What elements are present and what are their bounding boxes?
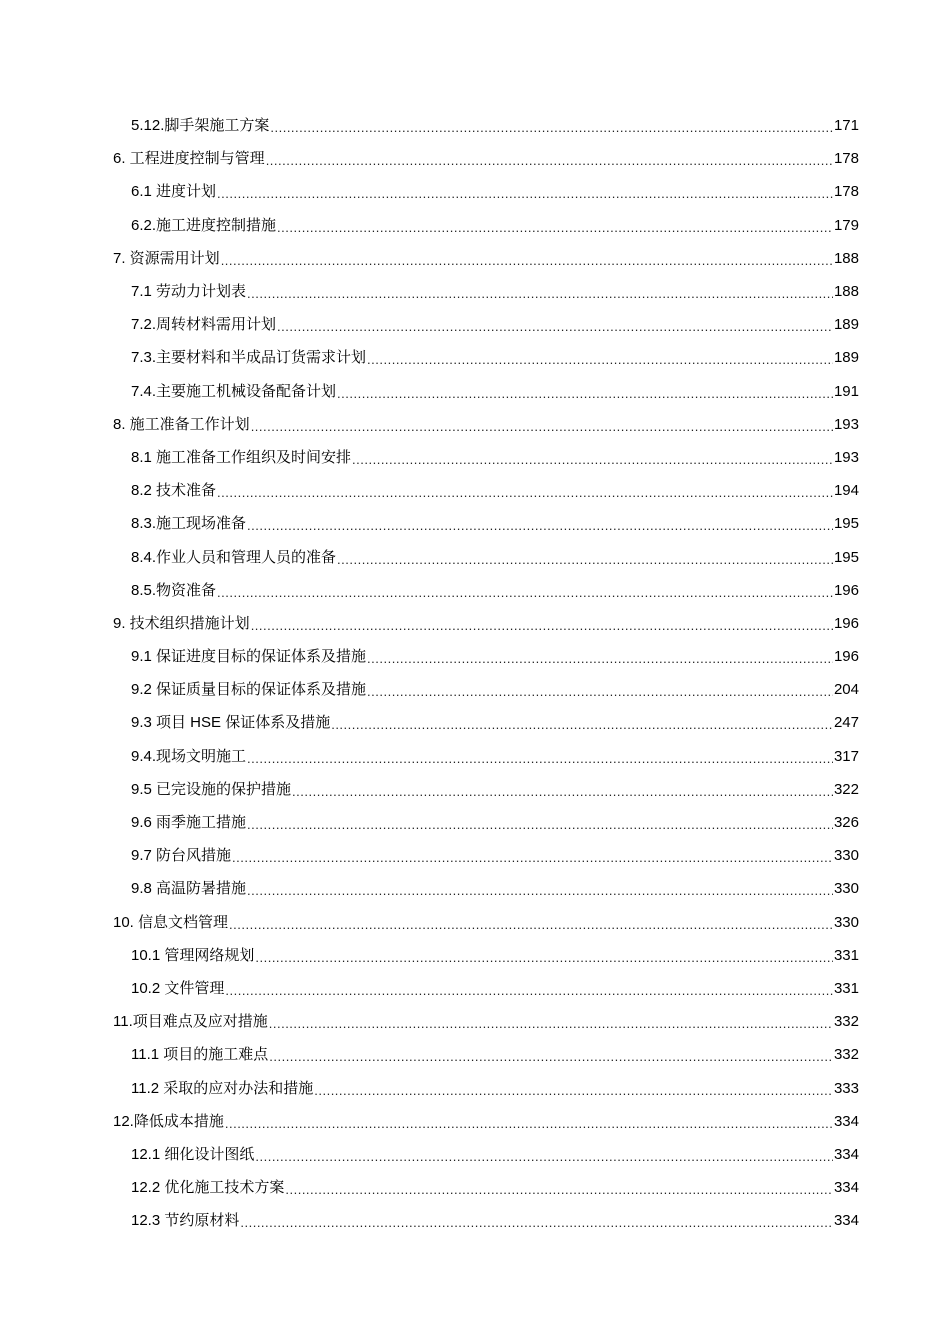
dot-leader <box>269 1047 833 1062</box>
dot-leader <box>314 1081 833 1096</box>
toc-entry-page-number: 188 <box>833 283 859 301</box>
toc-entry[interactable] <box>113 773 859 806</box>
toc-entry[interactable] <box>113 341 859 374</box>
dot-leader <box>367 350 833 365</box>
toc-entry-page-number: 317 <box>833 747 859 765</box>
toc-entry-page-number: 195 <box>833 548 859 566</box>
toc-entry-page-number: 196 <box>833 614 859 632</box>
dot-leader <box>225 981 833 996</box>
toc-entry-title: 9.8 高温防暑措施 <box>131 880 247 898</box>
toc-entry-title: 6.2.施工进度控制措施 <box>131 216 277 234</box>
toc-entry-page-number: 322 <box>833 780 859 798</box>
dot-leader <box>277 317 833 332</box>
toc-entry-title: 7.2.周转材料需用计划 <box>131 316 277 334</box>
toc-entry-title: 11.1 项目的施工难点 <box>131 1046 269 1064</box>
toc-entry-title: 5.12.脚手架施工方案 <box>131 117 270 135</box>
toc-entry-page-number: 189 <box>833 349 859 367</box>
dot-leader <box>247 749 833 764</box>
toc-entry-page-number: 196 <box>833 581 859 599</box>
toc-entry-page-number: 196 <box>833 648 859 666</box>
toc-entry-title: 8. 施工准备工作计划 <box>113 415 250 433</box>
toc-entry[interactable] <box>113 308 859 341</box>
toc-entry-title: 8.2 技术准备 <box>131 482 217 500</box>
toc-entry-title: 12.1 细化设计图纸 <box>131 1145 255 1163</box>
toc-entry[interactable] <box>113 839 859 872</box>
toc-entry-page-number: 330 <box>833 880 859 898</box>
dot-leader <box>225 1114 833 1129</box>
toc-entry[interactable] <box>113 1204 859 1237</box>
toc-entry[interactable] <box>113 740 859 773</box>
toc-entry[interactable] <box>113 142 859 175</box>
toc-entry-page-number: 332 <box>833 1046 859 1064</box>
toc-entry-page-number: 194 <box>833 482 859 500</box>
toc-entry-page-number: 179 <box>833 216 859 234</box>
toc-entry-title: 8.4.作业人员和管理人员的准备 <box>131 548 337 566</box>
toc-entry[interactable] <box>113 1171 859 1204</box>
toc-entry[interactable] <box>113 939 859 972</box>
dot-leader <box>221 251 833 266</box>
toc-entry[interactable] <box>113 1105 859 1138</box>
toc-entry-title: 11.项目难点及应对措施 <box>113 1013 268 1031</box>
dot-leader <box>247 881 833 896</box>
dot-leader <box>240 1213 833 1228</box>
toc-entry[interactable] <box>113 109 859 142</box>
dot-leader <box>251 616 833 631</box>
toc-entry[interactable] <box>113 1071 859 1104</box>
toc-entry[interactable] <box>113 375 859 408</box>
toc-entry[interactable] <box>113 275 859 308</box>
toc-entry-page-number: 326 <box>833 814 859 832</box>
toc-entry-title: 8.1 施工准备工作组织及时间安排 <box>131 448 352 466</box>
dot-leader <box>367 682 833 697</box>
toc-entry-title: 9.5 已完设施的保护措施 <box>131 780 292 798</box>
toc-entry[interactable] <box>113 441 859 474</box>
toc-entry-page-number: 178 <box>833 150 859 168</box>
toc-entry-title: 10. 信息文档管理 <box>113 913 229 931</box>
dot-leader <box>270 118 833 133</box>
toc-entry-page-number: 189 <box>833 316 859 334</box>
toc-entry[interactable] <box>113 242 859 275</box>
toc-entry-page-number: 331 <box>833 946 859 964</box>
dot-leader <box>285 1180 833 1195</box>
toc-entry[interactable] <box>113 673 859 706</box>
toc-entry-page-number: 195 <box>833 515 859 533</box>
toc-entry-page-number: 332 <box>833 1013 859 1031</box>
dot-leader <box>337 550 833 565</box>
toc-entry-title: 12.2 优化施工技术方案 <box>131 1179 285 1197</box>
toc-entry[interactable] <box>113 1038 859 1071</box>
toc-entry-title: 9.1 保证进度目标的保证体系及措施 <box>131 648 367 666</box>
dot-leader <box>255 948 833 963</box>
dot-leader <box>331 715 833 730</box>
dot-leader <box>217 583 833 598</box>
toc-entry-page-number: 171 <box>833 117 859 135</box>
toc-entry-page-number: 330 <box>833 913 859 931</box>
toc-entry-title: 10.2 文件管理 <box>131 979 225 997</box>
toc-entry-page-number: 193 <box>833 448 859 466</box>
toc-entry-page-number: 247 <box>833 714 859 732</box>
toc-entry-title: 7. 资源需用计划 <box>113 249 220 267</box>
toc-entry[interactable] <box>113 474 859 507</box>
toc-entry[interactable] <box>113 540 859 573</box>
dot-leader <box>367 649 833 664</box>
toc-entry-page-number: 333 <box>833 1079 859 1097</box>
toc-entry[interactable] <box>113 408 859 441</box>
dot-leader <box>251 417 833 432</box>
toc-entry-title: 9. 技术组织措施计划 <box>113 614 250 632</box>
toc-entry-title: 9.4.现场文明施工 <box>131 747 247 765</box>
toc-entry-page-number: 204 <box>833 681 859 699</box>
toc-entry-page-number: 193 <box>833 415 859 433</box>
toc-entry[interactable] <box>113 972 859 1005</box>
toc-entry-page-number: 330 <box>833 847 859 865</box>
dot-leader <box>247 284 833 299</box>
dot-leader <box>352 450 833 465</box>
toc-entry-page-number: 191 <box>833 382 859 400</box>
toc-entry[interactable] <box>113 906 859 939</box>
toc-entry-title: 12.降低成本措施 <box>113 1112 224 1130</box>
dot-leader <box>232 848 833 863</box>
toc-entry-title: 9.3 项目 HSE 保证体系及措施 <box>131 714 331 732</box>
toc-entry-title: 8.3.施工现场准备 <box>131 515 247 533</box>
dot-leader <box>217 483 833 498</box>
dot-leader <box>247 516 833 531</box>
toc-entry-page-number: 178 <box>833 183 859 201</box>
dot-leader <box>292 782 833 797</box>
toc-entry[interactable] <box>113 640 859 673</box>
toc-entry-title: 12.3 节约原材料 <box>131 1212 240 1230</box>
toc-entry[interactable] <box>113 574 859 607</box>
toc-entry-title: 6. 工程进度控制与管理 <box>113 150 265 168</box>
toc-entry-page-number: 334 <box>833 1112 859 1130</box>
toc-entry[interactable] <box>113 706 859 739</box>
toc-entry[interactable] <box>113 1138 859 1171</box>
toc-entry-page-number: 334 <box>833 1179 859 1197</box>
toc-entry-title: 7.1 劳动力计划表 <box>131 283 247 301</box>
dot-leader <box>277 218 833 233</box>
toc-entry[interactable] <box>113 1005 859 1038</box>
dot-leader <box>266 151 833 166</box>
toc-entry[interactable] <box>113 175 859 208</box>
toc-entry-title: 9.2 保证质量目标的保证体系及措施 <box>131 681 367 699</box>
toc-entry-title: 9.7 防台风措施 <box>131 847 232 865</box>
toc-entry-title: 9.6 雨季施工措施 <box>131 814 247 832</box>
toc-entry-title: 7.3.主要材料和半成品订货需求计划 <box>131 349 367 367</box>
toc-entry[interactable] <box>113 507 859 540</box>
dot-leader <box>229 915 833 930</box>
toc-entry-page-number: 331 <box>833 979 859 997</box>
toc-entry-page-number: 188 <box>833 249 859 267</box>
dot-leader <box>255 1147 833 1162</box>
dot-leader <box>247 815 833 830</box>
toc-entry[interactable] <box>113 607 859 640</box>
toc-entry-title: 8.5.物资准备 <box>131 581 217 599</box>
toc-entry[interactable] <box>113 872 859 905</box>
toc-entry-title: 10.1 管理网络规划 <box>131 946 255 964</box>
toc-entry-title: 7.4.主要施工机械设备配备计划 <box>131 382 337 400</box>
dot-leader <box>217 184 833 199</box>
toc-entry[interactable] <box>113 209 859 242</box>
toc-entry-title: 6.1 进度计划 <box>131 183 217 201</box>
toc-entry-page-number: 334 <box>833 1212 859 1230</box>
dot-leader <box>337 384 833 399</box>
dot-leader <box>269 1014 833 1029</box>
toc-entry[interactable] <box>113 806 859 839</box>
table-of-contents <box>113 109 859 1237</box>
toc-entry-title: 11.2 采取的应对办法和措施 <box>131 1079 314 1097</box>
toc-entry-page-number: 334 <box>833 1145 859 1163</box>
